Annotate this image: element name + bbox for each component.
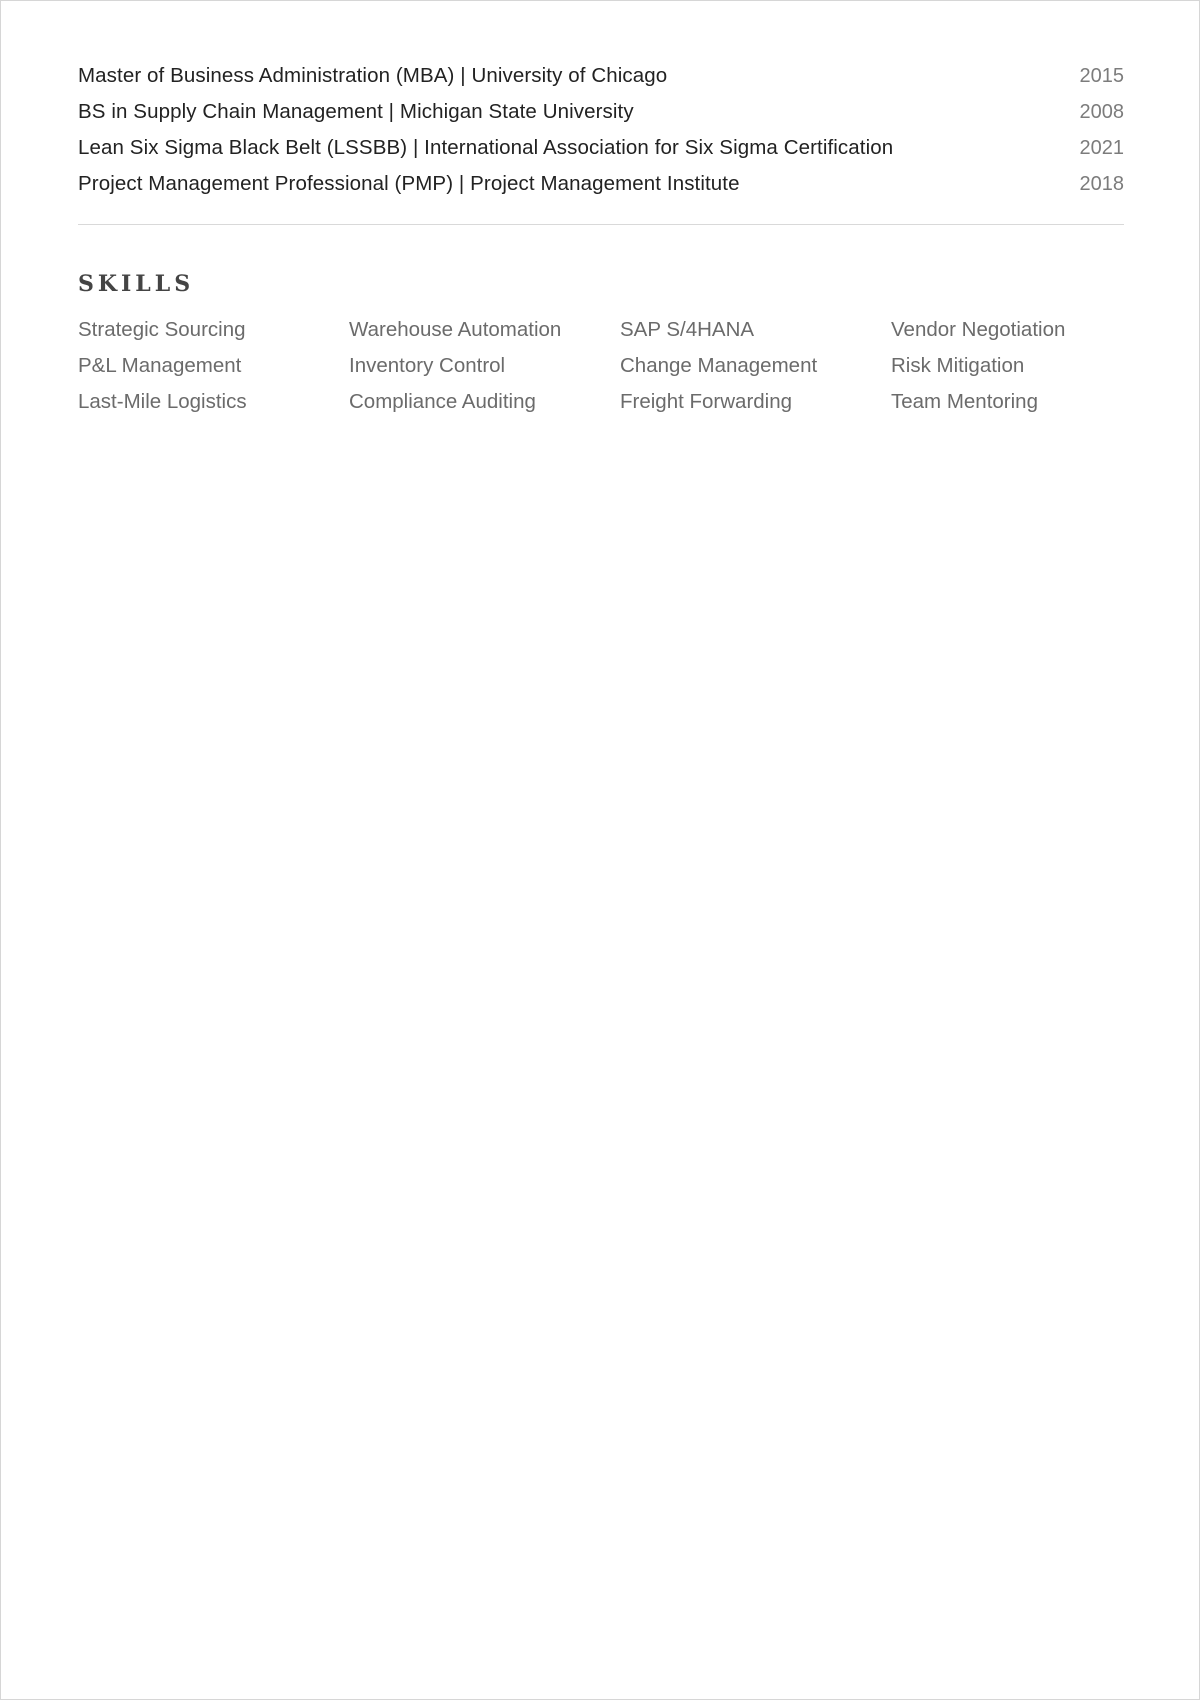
skill-item: Last-Mile Logistics bbox=[78, 390, 247, 413]
education-item bbox=[78, 133, 1124, 169]
resume-content bbox=[78, 61, 1124, 414]
skill-item: SAP S/4HANA bbox=[620, 318, 755, 341]
skill-item: Strategic Sourcing bbox=[78, 318, 246, 341]
education-item bbox=[78, 61, 1124, 97]
skill-item: P&L Management bbox=[78, 354, 242, 377]
skills-grid bbox=[78, 318, 1124, 414]
skill-item: Freight Forwarding bbox=[620, 390, 793, 413]
education-title: Lean Six Sigma Black Belt (LSSBB) | International Association for Six Sigma Certification bbox=[78, 136, 894, 159]
skill-item: Vendor Negotiation bbox=[891, 318, 1066, 341]
education-title: Project Management Professional (PMP) | Project Management Institute bbox=[78, 172, 740, 195]
section-divider bbox=[78, 224, 1124, 225]
education-list bbox=[78, 61, 1124, 205]
education-title: BS in Supply Chain Management | Michigan State University bbox=[78, 100, 634, 123]
skill-item: Warehouse Automation bbox=[349, 318, 562, 341]
skill-item: Team Mentoring bbox=[891, 390, 1038, 413]
education-year: 2008 bbox=[1079, 101, 1124, 123]
education-item bbox=[78, 169, 1124, 205]
education-item bbox=[78, 97, 1124, 133]
skill-item: Compliance Auditing bbox=[349, 390, 536, 413]
skill-item: Change Management bbox=[620, 354, 818, 377]
education-title: Master of Business Administration (MBA) | University of Chicago bbox=[78, 64, 668, 87]
education-year: 2015 bbox=[1079, 65, 1124, 87]
education-year: 2021 bbox=[1079, 137, 1124, 159]
skill-item: Inventory Control bbox=[349, 354, 506, 377]
skills-heading: SKILLS bbox=[78, 271, 195, 297]
education-year: 2018 bbox=[1079, 173, 1124, 195]
skill-item: Risk Mitigation bbox=[891, 354, 1025, 377]
